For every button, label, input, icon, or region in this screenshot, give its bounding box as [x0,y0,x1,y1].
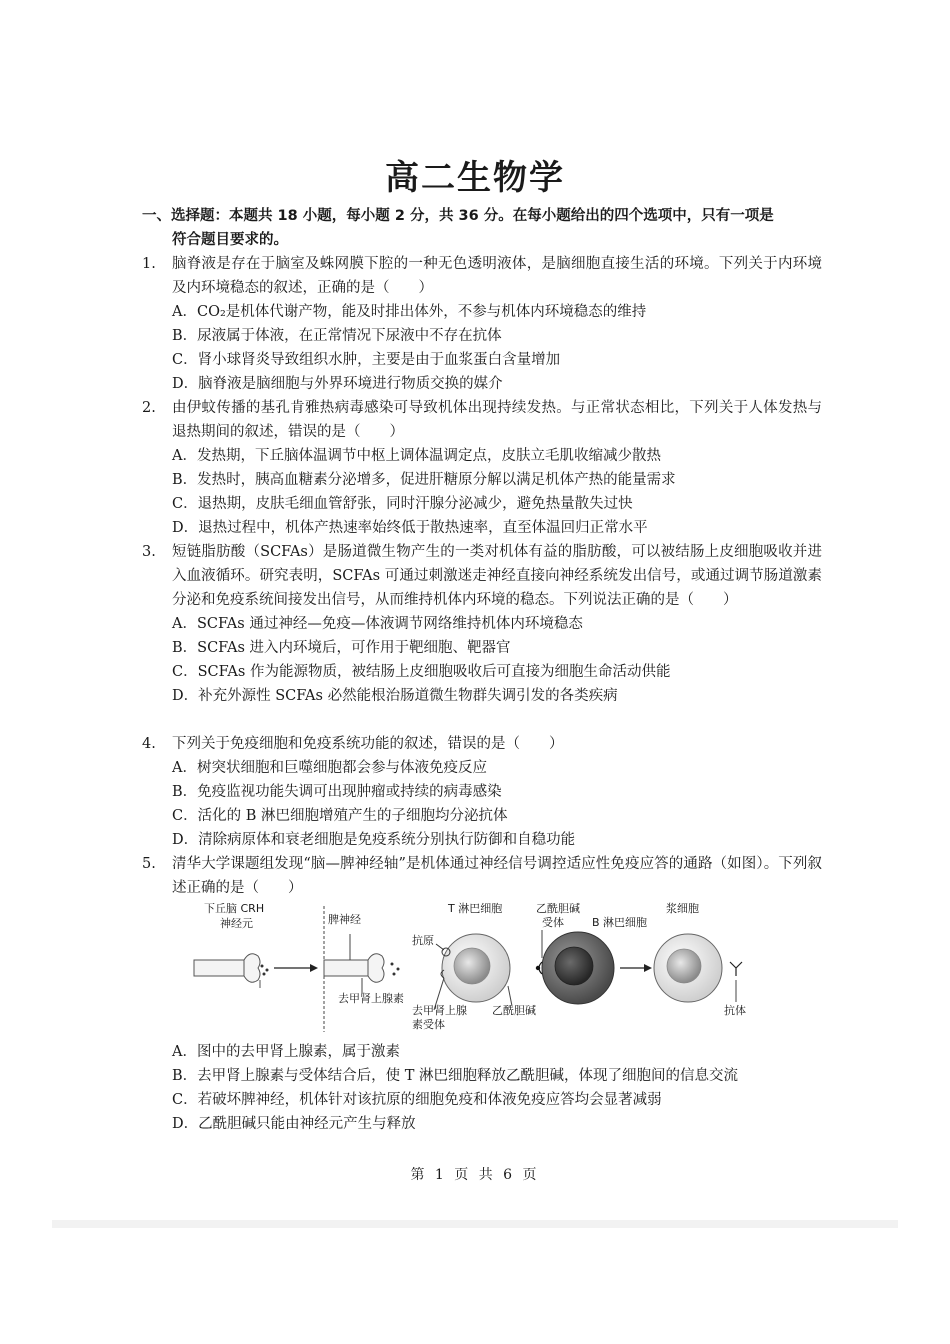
option-b: B．发热时，胰高血糖素分泌增多，促进肝糖原分解以满足机体产热的能量需求 [172,472,676,488]
question-5-options [142,1040,822,1136]
option-b: B．免疫监视功能失调可出现肿瘤或持续的病毒感染 [172,784,502,800]
label-spleen-nerve: 脾神经 [328,913,361,926]
option-c: C．活化的 B 淋巴细胞增殖产生的子细胞均分泌抗体 [172,808,508,824]
label-ne-receptor-2: 素受体 [412,1018,445,1031]
label-acetylcholine: 乙酰胆碱 [492,1004,536,1017]
spleen-nerve-axon [324,934,400,994]
option-c: C．若破坏脾神经，机体针对该抗原的细胞免疫和体液免疫应答均会显著减弱 [172,1092,662,1108]
option-b: B．去甲肾上腺素与受体结合后，使 T 淋巴细胞释放乙酰胆碱，体现了细胞间的信息交流 [172,1068,739,1084]
option-a: A．发热期，下丘脑体温调节中枢上调体温调定点，皮肤立毛肌收缩减少散热 [172,448,661,464]
label-crh-neuron: 下丘脑 CRH [204,902,265,915]
scan-edge-strip [52,1220,898,1228]
arrow-2-head [644,964,652,972]
option-a: A．图中的去甲肾上腺素，属于激素 [172,1044,400,1060]
option-a: A．树突状细胞和巨噬细胞都会参与体液免疫反应 [172,760,487,776]
arrow-1-head [310,964,318,972]
question-number: 2. [142,400,156,416]
label-ach-receptor: 乙酰胆碱 [536,902,580,915]
section-heading [142,204,814,252]
label-antibody: 抗体 [724,1004,746,1017]
section-heading-line1: 一、选择题：本题共 18 小题，每小题 2 分，共 36 分。在每小题给出的四个选项中，只有一项是 [142,208,774,224]
label-ach-receptor-2: 受体 [542,916,564,929]
label-antigen: 抗原 [412,934,434,947]
option-d: D．清除病原体和衰老细胞是免疫系统分别执行防御和自稳功能 [172,832,576,848]
option-a: A．SCFAs 通过神经—免疫—体液调节网络维持机体内环境稳态 [172,616,583,632]
option-b: B．尿液属于体液，在正常情况下尿液中不存在抗体 [172,328,502,344]
crh-neuron-axon [194,954,269,988]
page-footer: 第 1 页 共 6 页 [410,1167,540,1183]
option-d: D．补充外源性 SCFAs 必然能根治肠道微生物群失调引发的各类疾病 [172,688,618,704]
question-number: 1. [142,256,156,272]
brain-spleen-axis-diagram [190,898,770,1038]
question-2 [142,396,822,540]
option-c: C．肾小球肾炎导致组织水肿，主要是由于血浆蛋白含量增加 [172,352,561,368]
question-number: 5. [142,856,156,872]
plasma-cell [654,934,742,1002]
label-norepinephrine: 去甲肾上腺素 [338,992,404,1005]
option-d: D．脑脊液是脑细胞与外界环境进行物质交换的媒介 [172,376,503,392]
question-1 [142,252,822,396]
label-plasma-cell: 浆细胞 [666,902,699,915]
option-b: B．SCFAs 进入内环境后，可作用于靶细胞、靶器官 [172,640,511,656]
section-heading-line2: 符合题目要求的。 [172,232,288,248]
question-stem: 清华大学课题组发现“脑—脾神经轴”是机体通过神经信号调控适应性免疫应答的通路（如图）。下列叙述正确的是（ ） [172,856,822,896]
option-d: D．乙酰胆碱只能由神经元产生与释放 [172,1116,416,1132]
option-c: C．SCFAs 作为能源物质，被结肠上皮细胞吸收后可直接为细胞生命活动供能 [172,664,671,680]
question-stem: 由伊蚊传播的基孔肯雅热病毒感染可导致机体出现持续发热。与正常状态相比，下列关于人体发热与退热期间的叙述，错误的是（ ） [172,400,822,440]
option-a: A．CO₂是机体代谢产物，能及时排出体外，不参与机体内环境稳态的维持 [172,304,647,320]
label-t-cell: T 淋巴细胞 [448,902,503,915]
label-crh-neuron-2: 神经元 [220,917,253,930]
t-cell [434,934,512,1010]
label-ne-receptor: 去甲肾上腺 [412,1004,467,1017]
question-number: 3. [142,544,156,560]
question-stem: 短链脂肪酸（SCFAs）是肠道微生物产生的一类对机体有益的脂肪酸，可以被结肠上皮细胞吸收并进入血液循环。研究表明，SCFAs 可通过刺激迷走神经直接向神经系统发出信号，或通过调节肠道激素分泌和免疫系统间接发出信号，从而维持机体内环境的稳态。下列说法正确的是（ ） [172,544,822,608]
question-stem: 脑脊液是存在于脑室及蛛网膜下腔的一种无色透明液体，是脑细胞直接生活的环境。下列关于内环境及内环境稳态的叙述，正确的是（ ） [172,256,822,296]
page-title: 高二生物学 [385,158,565,198]
b-cell [536,930,614,1004]
antibody-icon [730,962,742,976]
question-stem: 下列关于免疫细胞和免疫系统功能的叙述，错误的是（ ） [172,736,564,752]
question-3 [142,540,822,708]
question-number: 4. [142,736,156,752]
label-b-cell: B 淋巴细胞 [592,916,648,929]
question-4 [142,732,822,852]
option-d: D．退热过程中，机体产热速率始终低于散热速率，直至体温回归正常水平 [172,520,648,536]
option-c: C．退热期，皮肤毛细血管舒张，同时汗腺分泌减少，避免热量散失过快 [172,496,633,512]
question-5 [142,852,822,900]
